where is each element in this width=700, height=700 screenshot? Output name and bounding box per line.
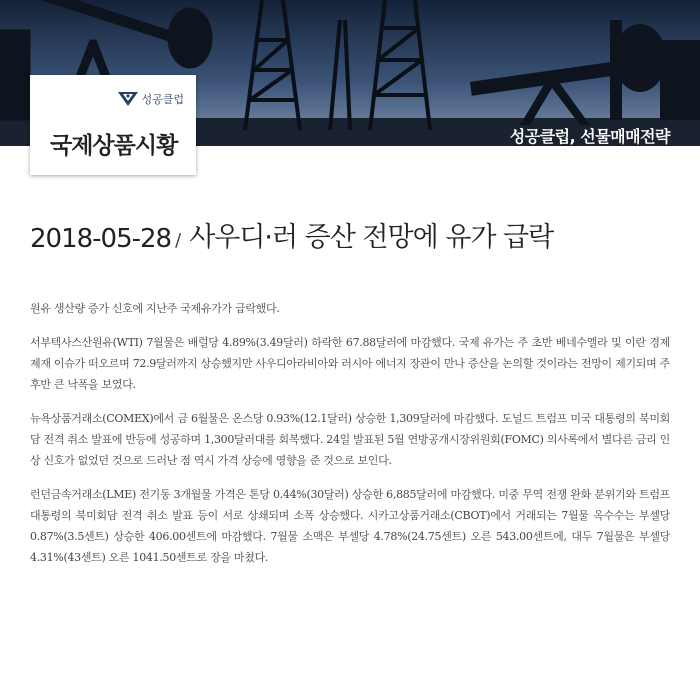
section-title: 국제상품시황	[50, 133, 178, 159]
headline	[30, 215, 553, 254]
headline-separator: /	[175, 230, 182, 251]
article-paragraph: 뉴욕상품거래소(COMEX)에서 금 6월물은 온스당 0.93%(12.1달러) 상승한 1,309달러에 마감했다. 도널드 트럼프 미국 대통령의 북미회담 전격 취소 발표에 반등에 성공하며 1,300달러대를 회복했다. 24일 발표된 5월 연방공개시장위원회(FOMC) 의사록에서 별다른 금리 인상 신호가 없었던 것으로 드러난 점 역시 가격 상승에 영향을 준 것으로 보인다.	[30, 412, 670, 467]
article-title: 사우디·러 증산 전망에 유가 급락	[189, 222, 554, 253]
article-date: 2018-05-28	[30, 224, 172, 254]
article-paragraph: 서부텍사스산원유(WTI) 7월물은 배럴당 4.89%(3.49달러) 하락한 67.88달러에 마감했다. 국제 유가는 주 초반 베네수엘라 및 이란 경제 제재 이슈가 떠오르며 72.9달러까지 상승했지만 사우디아라비아와 러시아 에너지 장관이 만나 증산을 논의할 것이라는 전망이 제기되며 주 후반 큰 낙폭을 보였다.	[30, 336, 670, 391]
brand-logo-icon	[118, 92, 138, 106]
article-body	[30, 298, 670, 581]
article-paragraph: 원유 생산량 증가 신호에 지난주 국제유가가 급락했다.	[30, 302, 280, 315]
banner-tagline: 성공클럽, 선물매매전략	[509, 127, 670, 146]
title-card	[30, 75, 196, 175]
brand-logo-text: 성공클럽	[141, 93, 184, 106]
brand-logo[interactable]	[118, 91, 184, 107]
article-paragraph: 런던금속거래소(LME) 전기동 3개월물 가격은 톤당 0.44%(30달러) 상승한 6,885달러에 마감했다. 미중 무역 전쟁 완화 분위기와 트럼프 대통령의 북미회담 전격 취소 발표 등이 서로 상쇄되며 소폭 상승했다. 시카고상품거래소(CBOT)에서 거래되는 7월물 옥수수는 부셸당 0.87%(3.5센트) 상승한 406.00센트에 마감했다. 7월물 소맥은 부셸당 4.78%(24.75센트) 오른 543.00센트에, 대두 7월물은 부셸당 4.31%(43센트) 오른 1041.50센트로 장을 마쳤다.	[30, 488, 670, 564]
